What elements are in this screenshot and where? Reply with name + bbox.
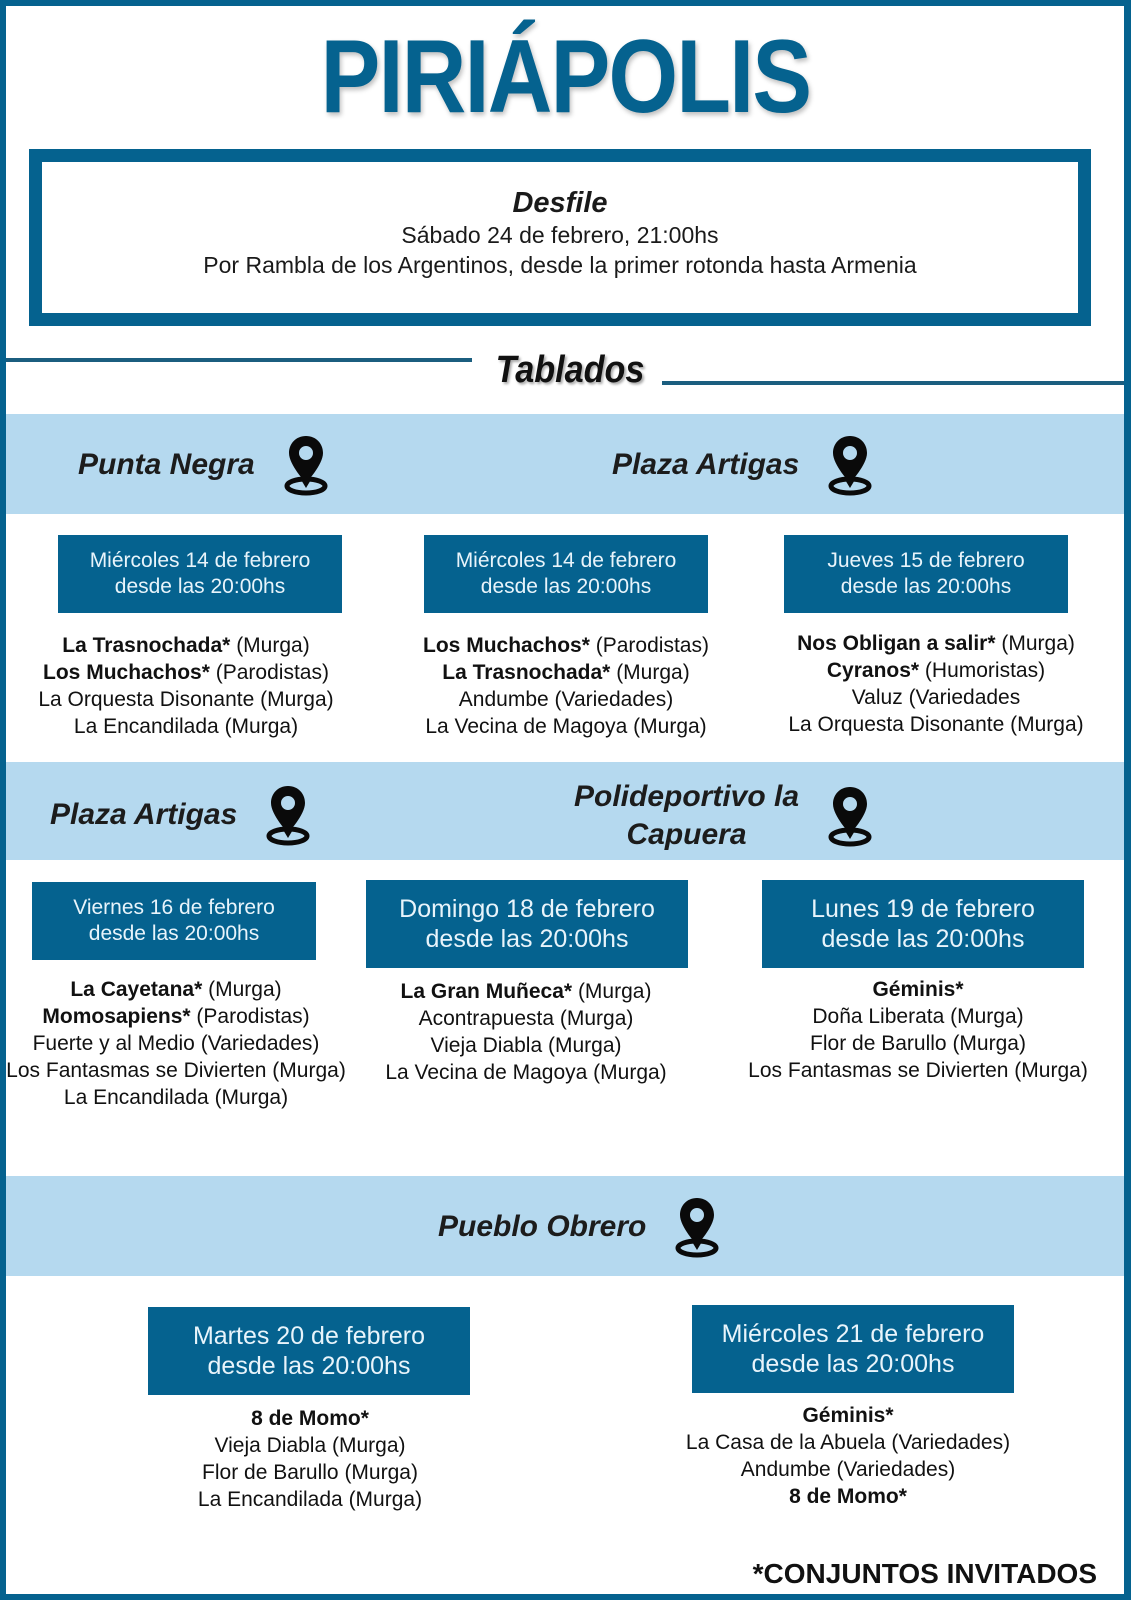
venue-polideportivo-la-capuera	[574, 778, 873, 854]
act: La Orquesta Disonante (Murga)	[38, 688, 334, 711]
event-time: desde las 20:00hs	[840, 575, 1012, 598]
divider-left	[6, 358, 472, 362]
act: 8 de Momo*	[789, 1485, 907, 1508]
act: La Trasnochada* (Murga)	[442, 661, 690, 684]
act: Valuz (Variedades	[851, 686, 1021, 709]
act: Andumbe (Variedades)	[740, 1458, 956, 1481]
venue-name: Plaza Artigas	[50, 798, 238, 831]
act: Flor de Barullo (Murga)	[202, 1461, 418, 1484]
event-date: Jueves 15 de febrero	[827, 549, 1025, 572]
act: La Vecina de Magoya (Murga)	[425, 715, 707, 738]
event-date-box	[32, 882, 316, 960]
act: Los Fantasmas se Divierten (Murga)	[6, 1059, 346, 1082]
act: Vieja Diabla (Murga)	[430, 1034, 622, 1057]
venue-plaza-artigas	[50, 784, 311, 846]
event-date-box	[784, 535, 1068, 613]
event-time: desde las 20:00hs	[425, 925, 629, 953]
act: Andumbe (Variedades)	[458, 688, 674, 711]
desfile-date: Sábado 24 de febrero, 21:00hs	[401, 222, 719, 248]
divider-right	[662, 381, 1124, 385]
page-title: PIRIÁPOLIS	[320, 19, 811, 135]
event-date-box	[692, 1305, 1014, 1393]
act: La Gran Muñeca* (Murga)	[400, 980, 652, 1003]
act: Doña Liberata (Murga)	[812, 1005, 1024, 1028]
venue-name: Pueblo Obrero	[438, 1210, 647, 1243]
event-date: Domingo 18 de febrero	[399, 895, 655, 923]
lineup-list	[648, 1402, 1048, 1510]
act: Géminis*	[802, 1404, 894, 1427]
desfile-heading: Desfile	[512, 187, 608, 219]
event-time: desde las 20:00hs	[751, 1350, 955, 1378]
event-date-box	[424, 535, 708, 613]
act: La Encandilada (Murga)	[73, 715, 299, 738]
act: Cyranos* (Humoristas)	[826, 659, 1046, 682]
event-date: Martes 20 de febrero	[192, 1322, 426, 1350]
lineup-list	[6, 976, 346, 1111]
act: Nos Obligan a salir* (Murga)	[797, 632, 1075, 655]
act: Flor de Barullo (Murga)	[810, 1032, 1026, 1055]
map-pin-icon	[265, 784, 311, 846]
desfile-route: Por Rambla de los Argentinos, desde la primer rotonda hasta Armenia	[203, 252, 917, 278]
venue-pueblo-obrero	[438, 1196, 720, 1258]
event-time: desde las 20:00hs	[88, 922, 260, 945]
act: Géminis*	[872, 978, 964, 1001]
event-date: Lunes 19 de febrero	[811, 895, 1035, 923]
act: La Trasnochada* (Murga)	[62, 634, 310, 657]
desfile-box	[29, 149, 1091, 326]
act: 8 de Momo*	[251, 1407, 369, 1430]
act: La Encandilada (Murga)	[63, 1086, 289, 1109]
map-pin-icon	[827, 434, 873, 496]
section-heading: Tablados	[495, 349, 645, 391]
event-date: Miércoles 21 de febrero	[721, 1320, 985, 1348]
event-date-box	[762, 880, 1084, 968]
venue-plaza-artigas	[612, 434, 873, 496]
map-pin-icon	[283, 434, 329, 496]
invited-groups-footnote: *CONJUNTOS INVITADOS	[752, 1558, 1097, 1589]
event-date-box	[148, 1307, 470, 1395]
act: La Vecina de Magoya (Murga)	[385, 1061, 667, 1084]
lineup-list	[716, 976, 1120, 1084]
event-date: Miércoles 14 de febrero	[455, 549, 677, 572]
lineup-list	[130, 1405, 490, 1513]
event-time: desde las 20:00hs	[480, 575, 652, 598]
venue-name: Polideportivo la Capuera	[574, 780, 800, 851]
act: La Orquesta Disonante (Murga)	[788, 713, 1084, 736]
lineup-list	[346, 978, 706, 1086]
act: Momosapiens* (Parodistas)	[42, 1005, 310, 1028]
venue-name: Plaza Artigas	[612, 448, 800, 481]
event-date-box	[58, 535, 342, 613]
event-date: Miércoles 14 de febrero	[89, 549, 311, 572]
event-date: Viernes 16 de febrero	[73, 896, 275, 919]
act: La Casa de la Abuela (Variedades)	[685, 1431, 1011, 1454]
event-time: desde las 20:00hs	[207, 1352, 411, 1380]
act: Los Muchachos* (Parodistas)	[43, 661, 329, 684]
act: Fuerte y al Medio (Variedades)	[32, 1032, 320, 1055]
act: Acontrapuesta (Murga)	[418, 1007, 634, 1030]
lineup-list	[746, 630, 1126, 738]
event-time: desde las 20:00hs	[114, 575, 286, 598]
act: La Encandilada (Murga)	[197, 1488, 423, 1511]
act: Los Fantasmas se Divierten (Murga)	[748, 1059, 1088, 1082]
lineup-list	[6, 632, 366, 740]
map-pin-icon	[827, 785, 873, 847]
lineup-list	[376, 632, 756, 740]
act: Los Muchachos* (Parodistas)	[423, 634, 709, 657]
venue-name: Punta Negra	[78, 448, 255, 481]
act: Vieja Diabla (Murga)	[214, 1434, 406, 1457]
event-time: desde las 20:00hs	[821, 925, 1025, 953]
act: La Cayetana* (Murga)	[70, 978, 282, 1001]
venue-punta-negra	[78, 434, 329, 496]
map-pin-icon	[674, 1196, 720, 1258]
event-date-box	[366, 880, 688, 968]
